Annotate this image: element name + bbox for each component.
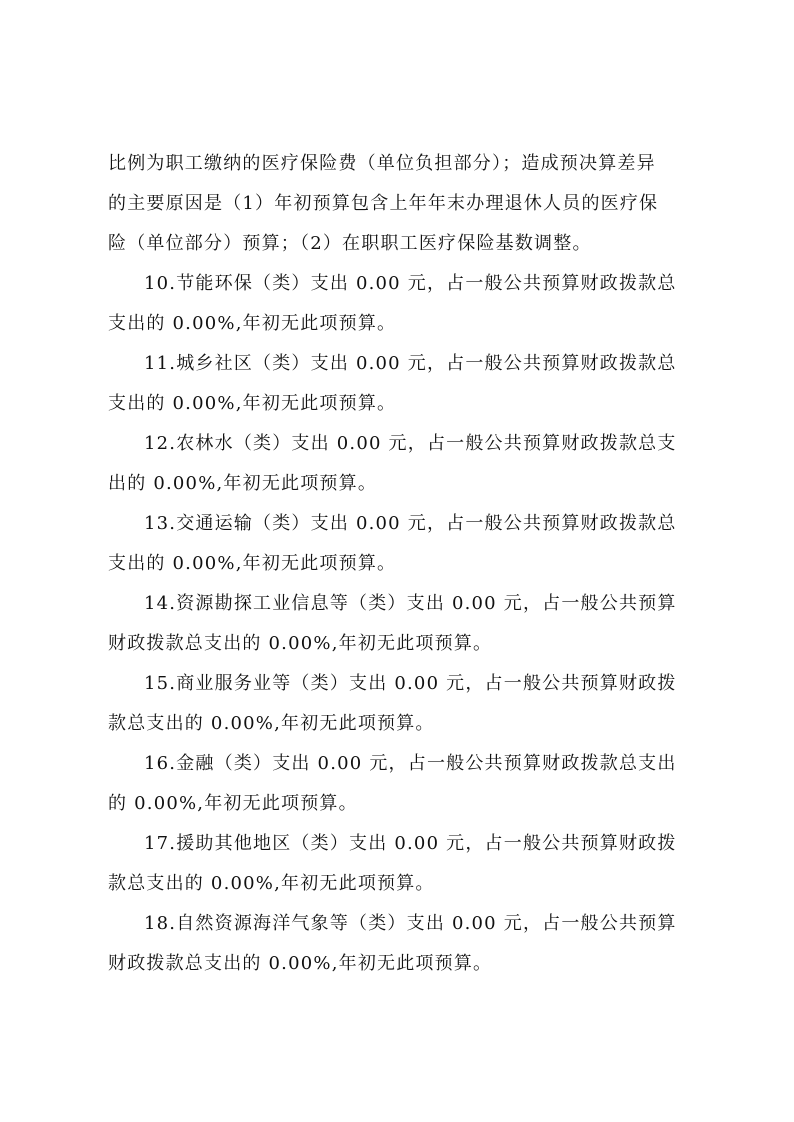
text-line: 款总支出的 0.00%,年初无此项预算。 (108, 713, 435, 734)
text-line: 14.资源勘探工业信息等（类）支出 0.00 元，占一般公共预算 (144, 593, 677, 614)
text-line: 的 0.00%,年初无此项预算。 (108, 793, 358, 814)
paragraph-item-14 (108, 584, 698, 664)
text-line: 支出的 0.00%,年初无此项预算。 (108, 553, 397, 574)
paragraph-item-17 (108, 824, 698, 904)
text-line: 比例为职工缴纳的医疗保险费（单位负担部分）；造成预决算差异 (108, 153, 656, 174)
paragraph-item-10 (108, 264, 698, 344)
paragraph-intro (108, 144, 698, 264)
text-line: 11.城乡社区（类）支出 0.00 元，占一般公共预算财政拨款总 (144, 353, 677, 374)
text-line: 的主要原因是（1）年初预算包含上年年末办理退休人员的医疗保 (108, 193, 659, 214)
text-line: 支出的 0.00%,年初无此项预算。 (108, 313, 397, 334)
paragraph-item-18 (108, 904, 698, 984)
text-line: 10.节能环保（类）支出 0.00 元，占一般公共预算财政拨款总 (144, 273, 677, 294)
paragraph-item-16 (108, 744, 698, 824)
text-line: 17.援助其他地区（类）支出 0.00 元，占一般公共预算财政拨 (144, 833, 677, 854)
text-line: 12.农林水（类）支出 0.00 元，占一般公共预算财政拨款总支 (144, 433, 677, 454)
paragraph-item-15 (108, 664, 698, 744)
text-line: 16.金融（类）支出 0.00 元，占一般公共预算财政拨款总支出 (144, 753, 677, 774)
text-line: 18.自然资源海洋气象等（类）支出 0.00 元，占一般公共预算 (144, 913, 677, 934)
paragraph-item-11 (108, 344, 698, 424)
text-line: 15.商业服务业等（类）支出 0.00 元，占一般公共预算财政拨 (144, 673, 677, 694)
text-line: 险（单位部分）预算；（2）在职职工医疗保险基数调整。 (108, 233, 592, 254)
text-line: 款总支出的 0.00%,年初无此项预算。 (108, 873, 435, 894)
text-line: 支出的 0.00%,年初无此项预算。 (108, 393, 397, 414)
document-page (108, 144, 698, 984)
paragraph-item-12 (108, 424, 698, 504)
text-line: 出的 0.00%,年初无此项预算。 (108, 473, 378, 494)
text-line: 13.交通运输（类）支出 0.00 元，占一般公共预算财政拨款总 (144, 513, 677, 534)
paragraph-item-13 (108, 504, 698, 584)
text-line: 财政拨款总支出的 0.00%,年初无此项预算。 (108, 633, 493, 654)
text-line: 财政拨款总支出的 0.00%,年初无此项预算。 (108, 953, 493, 974)
